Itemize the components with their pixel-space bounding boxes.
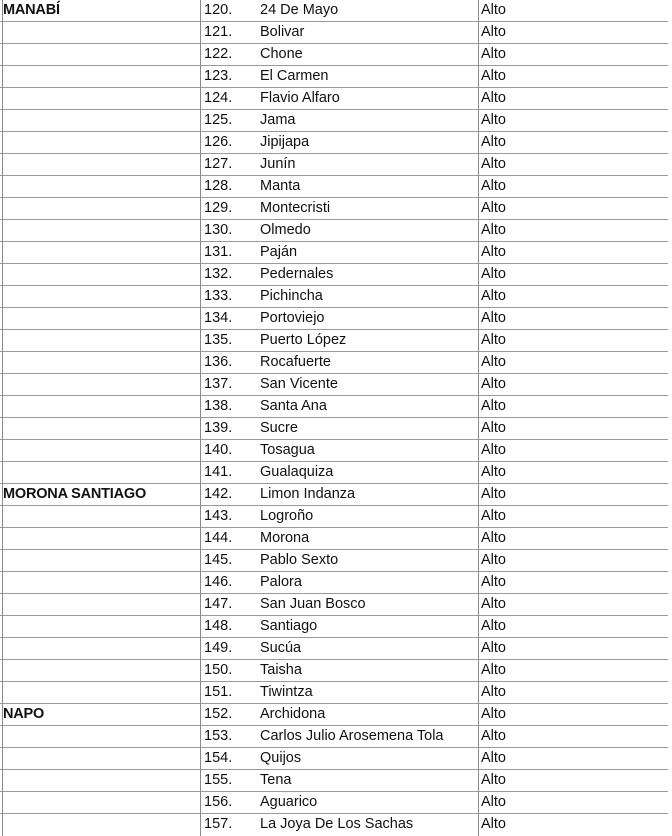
canton-name-cell: Pichincha xyxy=(260,288,323,304)
table-row xyxy=(0,220,668,242)
canton-name-cell: Tosagua xyxy=(260,442,315,458)
row-number-cell: 137. xyxy=(204,376,233,392)
risk-level-cell: Alto xyxy=(481,464,506,480)
canton-name-cell: Junín xyxy=(260,156,296,172)
row-number-cell: 148. xyxy=(204,618,233,634)
table-row xyxy=(0,88,668,110)
row-number-cell: 132. xyxy=(204,266,233,282)
table-row xyxy=(0,176,668,198)
canton-name-cell: Olmedo xyxy=(260,222,311,238)
canton-name-cell: El Carmen xyxy=(260,68,329,84)
risk-level-cell: Alto xyxy=(481,244,506,260)
canton-name-cell: Pablo Sexto xyxy=(260,552,339,568)
canton-name-cell: San Juan Bosco xyxy=(260,596,366,612)
table-row xyxy=(0,22,668,44)
table-row xyxy=(0,330,668,352)
risk-level-cell: Alto xyxy=(481,706,506,722)
table-row xyxy=(0,748,668,770)
risk-level-cell: Alto xyxy=(481,794,506,810)
canton-name-cell: Jama xyxy=(260,112,296,128)
table-row xyxy=(0,418,668,440)
risk-level-cell: Alto xyxy=(481,772,506,788)
row-number-cell: 140. xyxy=(204,442,233,458)
province-cell: NAPO xyxy=(3,706,45,722)
canton-name-cell: Taisha xyxy=(260,662,302,678)
risk-level-cell: Alto xyxy=(481,90,506,106)
row-number-cell: 138. xyxy=(204,398,233,414)
canton-name-cell: Carlos Julio Arosemena Tola xyxy=(260,728,444,744)
table-row xyxy=(0,682,668,704)
risk-level-cell: Alto xyxy=(481,816,506,832)
row-number-cell: 131. xyxy=(204,244,233,260)
risk-level-cell: Alto xyxy=(481,2,506,18)
row-number-cell: 147. xyxy=(204,596,233,612)
canton-name-cell: Archidona xyxy=(260,706,326,722)
row-number-cell: 121. xyxy=(204,24,233,40)
table-row xyxy=(0,704,668,726)
risk-level-cell: Alto xyxy=(481,178,506,194)
row-number-cell: 146. xyxy=(204,574,233,590)
row-number-cell: 157. xyxy=(204,816,233,832)
risk-level-cell: Alto xyxy=(481,134,506,150)
table-row xyxy=(0,462,668,484)
risk-level-cell: Alto xyxy=(481,530,506,546)
table-row xyxy=(0,506,668,528)
row-number-cell: 154. xyxy=(204,750,233,766)
row-number-cell: 130. xyxy=(204,222,233,238)
column-divider-province xyxy=(200,0,201,836)
canton-name-cell: Pedernales xyxy=(260,266,334,282)
row-number-cell: 149. xyxy=(204,640,233,656)
table-row xyxy=(0,770,668,792)
row-number-cell: 136. xyxy=(204,354,233,370)
canton-name-cell: Logroño xyxy=(260,508,314,524)
risk-level-cell: Alto xyxy=(481,68,506,84)
risk-level-cell: Alto xyxy=(481,596,506,612)
canton-name-cell: Santiago xyxy=(260,618,318,634)
risk-level-cell: Alto xyxy=(481,728,506,744)
table-row xyxy=(0,0,668,22)
table-row xyxy=(0,242,668,264)
risk-level-cell: Alto xyxy=(481,662,506,678)
risk-level-cell: Alto xyxy=(481,266,506,282)
risk-level-cell: Alto xyxy=(481,310,506,326)
risk-level-cell: Alto xyxy=(481,750,506,766)
table-row xyxy=(0,352,668,374)
canton-name-cell: Santa Ana xyxy=(260,398,327,414)
table-row xyxy=(0,528,668,550)
risk-level-cell: Alto xyxy=(481,112,506,128)
row-number-cell: 152. xyxy=(204,706,233,722)
row-number-cell: 122. xyxy=(204,46,233,62)
canton-name-cell: Montecristi xyxy=(260,200,331,216)
canton-name-cell: Gualaquiza xyxy=(260,464,334,480)
canton-name-cell: Tena xyxy=(260,772,292,788)
table-row xyxy=(0,484,668,506)
risk-level-cell: Alto xyxy=(481,332,506,348)
risk-level-cell: Alto xyxy=(481,552,506,568)
row-number-cell: 153. xyxy=(204,728,233,744)
canton-name-cell: Manta xyxy=(260,178,301,194)
table-row xyxy=(0,572,668,594)
canton-name-cell: Portoviejo xyxy=(260,310,325,326)
table-row xyxy=(0,440,668,462)
row-number-cell: 142. xyxy=(204,486,233,502)
row-number-cell: 143. xyxy=(204,508,233,524)
canton-name-cell: Palora xyxy=(260,574,302,590)
canton-name-cell: Bolivar xyxy=(260,24,305,40)
row-number-cell: 151. xyxy=(204,684,233,700)
row-number-cell: 124. xyxy=(204,90,233,106)
risk-level-cell: Alto xyxy=(481,354,506,370)
table-row xyxy=(0,110,668,132)
row-number-cell: 150. xyxy=(204,662,233,678)
row-number-cell: 135. xyxy=(204,332,233,348)
row-number-cell: 127. xyxy=(204,156,233,172)
row-number-cell: 141. xyxy=(204,464,233,480)
table-row xyxy=(0,660,668,682)
canton-name-cell: 24 De Mayo xyxy=(260,2,339,18)
row-number-cell: 120. xyxy=(204,2,233,18)
table-row xyxy=(0,792,668,814)
risk-level-cell: Alto xyxy=(481,398,506,414)
province-cell: MANABÍ xyxy=(3,2,60,18)
row-number-cell: 128. xyxy=(204,178,233,194)
canton-name-cell: Tiwintza xyxy=(260,684,313,700)
row-number-cell: 129. xyxy=(204,200,233,216)
canton-name-cell: Flavio Alfaro xyxy=(260,90,340,106)
table-row xyxy=(0,308,668,330)
canton-name-cell: Quijos xyxy=(260,750,302,766)
table-row xyxy=(0,44,668,66)
risk-level-cell: Alto xyxy=(481,508,506,524)
canton-name-cell: Paján xyxy=(260,244,298,260)
canton-name-cell: Sucre xyxy=(260,420,298,436)
canton-name-cell: La Joya De Los Sachas xyxy=(260,816,414,832)
risk-level-cell: Alto xyxy=(481,684,506,700)
risk-level-cell: Alto xyxy=(481,222,506,238)
table-row xyxy=(0,396,668,418)
canton-name-cell: Jipijapa xyxy=(260,134,310,150)
canton-name-cell: Limon Indanza xyxy=(260,486,356,502)
table-row xyxy=(0,814,668,836)
canton-name-cell: San Vicente xyxy=(260,376,338,392)
row-number-cell: 125. xyxy=(204,112,233,128)
table-row xyxy=(0,286,668,308)
risk-level-cell: Alto xyxy=(481,24,506,40)
canton-name-cell: Morona xyxy=(260,530,310,546)
table-row xyxy=(0,616,668,638)
row-number-cell: 123. xyxy=(204,68,233,84)
row-number-cell: 126. xyxy=(204,134,233,150)
canton-name-cell: Rocafuerte xyxy=(260,354,331,370)
risk-level-cell: Alto xyxy=(481,376,506,392)
row-number-cell: 144. xyxy=(204,530,233,546)
risk-level-cell: Alto xyxy=(481,200,506,216)
risk-level-cell: Alto xyxy=(481,618,506,634)
table-row xyxy=(0,198,668,220)
table-row xyxy=(0,726,668,748)
row-number-cell: 156. xyxy=(204,794,233,810)
row-number-cell: 134. xyxy=(204,310,233,326)
table-row xyxy=(0,374,668,396)
risk-level-cell: Alto xyxy=(481,640,506,656)
province-cell: MORONA SANTIAGO xyxy=(3,486,147,502)
risk-level-cell: Alto xyxy=(481,486,506,502)
column-divider-canton xyxy=(478,0,479,836)
row-number-cell: 133. xyxy=(204,288,233,304)
row-number-cell: 155. xyxy=(204,772,233,788)
table-row xyxy=(0,594,668,616)
row-number-cell: 139. xyxy=(204,420,233,436)
table-row xyxy=(0,550,668,572)
risk-level-cell: Alto xyxy=(481,288,506,304)
table-row xyxy=(0,154,668,176)
table-row xyxy=(0,638,668,660)
risk-level-cell: Alto xyxy=(481,574,506,590)
table-border-left xyxy=(2,0,3,836)
risk-level-cell: Alto xyxy=(481,420,506,436)
canton-name-cell: Chone xyxy=(260,46,303,62)
canton-name-cell: Aguarico xyxy=(260,794,318,810)
risk-level-cell: Alto xyxy=(481,46,506,62)
risk-level-cell: Alto xyxy=(481,442,506,458)
canton-name-cell: Sucúa xyxy=(260,640,302,656)
risk-level-cell: Alto xyxy=(481,156,506,172)
table-row xyxy=(0,264,668,286)
table-row xyxy=(0,132,668,154)
canton-name-cell: Puerto López xyxy=(260,332,347,348)
table-row xyxy=(0,66,668,88)
row-number-cell: 145. xyxy=(204,552,233,568)
